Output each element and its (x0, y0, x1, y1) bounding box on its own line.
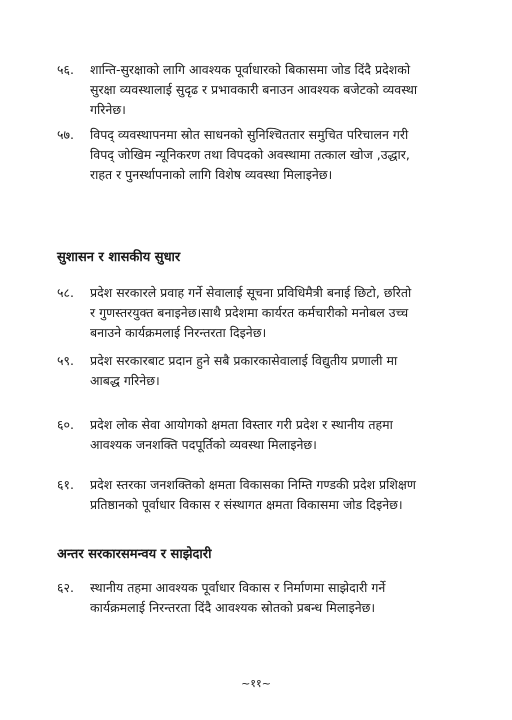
item-line: राहत र पुनर्स्थापनाको लागि विशेष व्यवस्था मिलाइनेछ। (90, 167, 333, 182)
item-number: ५७. (57, 127, 74, 142)
section-heading-intergovernmental: अन्तर सरकारसमन्वय र साझेदारी (57, 547, 212, 562)
item-text (90, 475, 460, 515)
item-text (90, 60, 460, 120)
item-text (90, 415, 460, 455)
item-text (90, 283, 460, 343)
item-number: ६१. (57, 477, 74, 492)
item-line: आवश्यक जनशक्ति पदपूर्तिको व्यवस्था मिलाइनेछ। (90, 437, 317, 452)
item-number: ५८. (57, 285, 74, 300)
item-number: ५६. (57, 62, 74, 77)
item-line: प्रदेश लोक सेवा आयोगको क्षमता विस्तार गरी प्रदेश र स्थानीय तहमा (90, 417, 393, 432)
item-line: प्रदेश स्तरका जनशक्तिको क्षमता विकासका निम्ति गण्डकी प्रदेश प्रशिक्षण (90, 477, 416, 492)
item-line: प्रतिष्ठानको पूर्वाधार विकास र संस्थागत क्षमता विकासमा जोड दिइनेछ। (90, 497, 403, 512)
item-line: प्रदेश सरकारले प्रवाह गर्ने सेवालाई सूचना प्रविधिमैत्री बनाई छिटो, छरितो (90, 285, 412, 300)
item-line: प्रदेश सरकारबाट प्रदान हुने सबै प्रकारकासेवालाई विद्युतीय प्रणाली मा (90, 353, 398, 368)
item-line: विपद् जोखिम न्यूनिकरण तथा विपदको अवस्थामा तत्काल खोज ,उद्धार, (90, 147, 410, 162)
item-line: गरिनेछ। (90, 102, 126, 117)
item-number: ६२. (57, 580, 74, 595)
item-text (90, 351, 460, 391)
item-line: कार्यक्रमलाई निरन्तरता दिंदै आवश्यक स्रोतको प्रबन्ध मिलाइनेछ। (90, 600, 376, 615)
item-text (90, 578, 460, 618)
page-number: ~११~ (241, 677, 271, 690)
item-line: बनाउने कार्यक्रमलाई निरन्तरता दिइनेछ। (90, 325, 267, 340)
item-text (90, 125, 460, 185)
section-heading-governance: सुशासन र शासकीय सुधार (57, 250, 181, 265)
item-number: ६०. (57, 417, 74, 432)
item-number: ५९. (57, 353, 74, 368)
item-line: र गुणस्तरयुक्त बनाइनेछ।साथै प्रदेशमा कार्यरत कर्मचारीको मनोबल उच्च (90, 305, 409, 320)
item-line: विपद् व्यवस्थापनमा स्रोत साधनको सुनिश्चिततार समुचित परिचालन गरी (90, 127, 409, 142)
item-line: आबद्ध गरिनेछ। (90, 373, 160, 388)
item-line: शान्ति-सुरक्षाको लागि आवश्यक पूर्वाधारको बिकासमा जोड दिंदै प्रदेशको (90, 62, 411, 77)
item-line: स्थानीय तहमा आवश्यक पूर्वाधार विकास र निर्माणमा साझेदारी गर्ने (90, 580, 386, 595)
item-line: सुरक्षा व्यवस्थालाई सुदृढ र प्रभावकारी बनाउन आवश्यक बजेटको व्यवस्था (90, 82, 418, 97)
